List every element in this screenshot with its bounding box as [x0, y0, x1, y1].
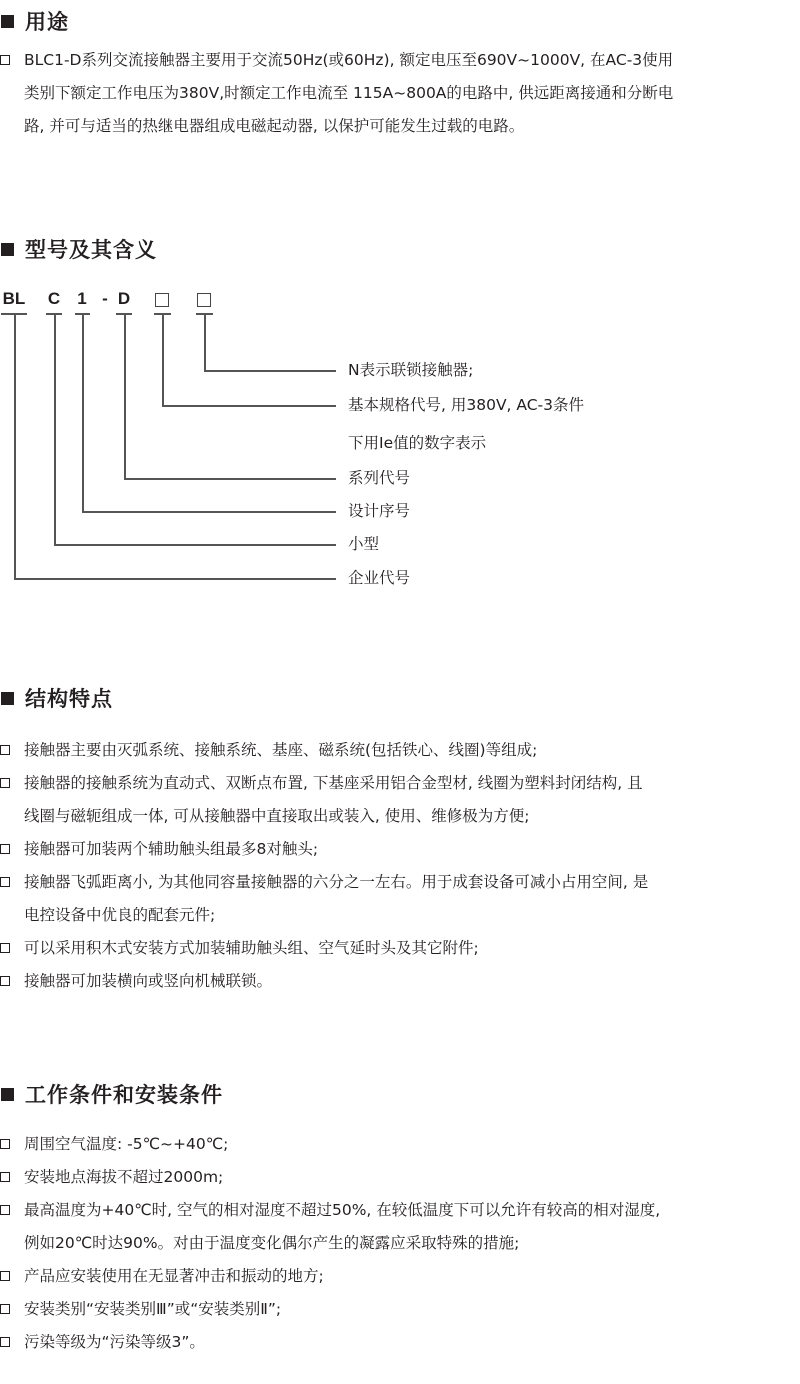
hollow-square-icon: [0, 1172, 10, 1182]
label-interlock: N表示联锁接触器;: [348, 361, 474, 379]
line: 安装类别“安装类别Ⅲ”或“安装类别Ⅱ”;: [24, 1300, 282, 1318]
section-heading-structure: [0, 683, 113, 713]
line: 接触器主要由灭弧系统、接触系统、基座、磁系统(包括铁心、线圈)等组成;: [24, 741, 538, 759]
model-code-diagram: [0, 285, 800, 595]
hollow-square-icon: [0, 778, 10, 788]
label-company-code: 企业代号: [348, 569, 411, 587]
line: 接触器飞弧距离小, 为其他同容量接触器的六分之一左右。用于成套设备可减小占用空间, 是: [24, 873, 649, 891]
code-part-d: D: [117, 289, 131, 308]
conditions-list: [0, 1128, 800, 1359]
list-item: [0, 734, 800, 767]
list-item: [0, 1326, 800, 1359]
section-heading-usage: [0, 6, 69, 36]
line: 最高温度为+40℃时, 空气的相对湿度不超过50%, 在较低温度下可以允许有较高的相对湿度,: [24, 1201, 661, 1219]
filled-square-icon: [1, 15, 14, 28]
list-item: [0, 1260, 800, 1293]
usage-list: [0, 44, 800, 143]
line: 接触器的接触系统为直动式、双断点布置, 下基座采用铝合金型材, 线圈为塑料封闭结构, 且: [24, 774, 643, 792]
hollow-square-icon: [0, 976, 10, 986]
label-size-code-cont: 下用Ie值的数字表示: [348, 434, 487, 452]
hollow-square-icon: [0, 1337, 10, 1347]
section-heading-model: [0, 234, 157, 264]
line: 污染等级为“污染等级3”。: [24, 1333, 205, 1351]
connector-line: [82, 314, 84, 511]
connector-line: [14, 578, 336, 580]
code-part-blank-n-icon: [197, 293, 211, 307]
connector-line: [82, 511, 336, 513]
line: 周围空气温度: -5℃~+40℃;: [24, 1135, 229, 1153]
line: 接触器可加装横向或竖向机械联锁。: [24, 972, 273, 990]
hollow-square-icon: [0, 55, 10, 65]
hollow-square-icon: [0, 844, 10, 854]
list-item: [0, 767, 800, 800]
filled-square-icon: [1, 1088, 14, 1101]
list-item: [0, 1161, 800, 1194]
list-item: [0, 833, 800, 866]
line: 例如20℃时达90%。对由于温度变化偶尔产生的凝露应采取特殊的措施;: [24, 1234, 520, 1252]
connector-line: [14, 314, 16, 578]
hollow-square-icon: [0, 877, 10, 887]
line: 类别下额定工作电压为380V,时额定工作电流至 115A~800A的电路中, 供远距离接通和分断电: [24, 84, 674, 102]
code-part-blank-size-icon: [155, 293, 169, 307]
code-part-1: 1: [77, 289, 87, 308]
connector-line: [54, 544, 336, 546]
label-size-code: 基本规格代号, 用380V, AC-3条件: [348, 396, 585, 414]
connector-line: [162, 314, 164, 405]
heading-text: 用途: [25, 10, 69, 34]
code-part-bl: BL: [2, 289, 26, 308]
label-small-type: 小型: [348, 535, 380, 553]
connector-line: [124, 478, 336, 480]
line: 路, 并可与适当的热继电器组成电磁起动器, 以保护可能发生过载的电路。: [24, 117, 525, 135]
connector-line: [124, 314, 126, 478]
hollow-square-icon: [0, 1271, 10, 1281]
code-part-c: C: [47, 289, 61, 308]
list-item: [0, 866, 800, 899]
line: 可以采用积木式安装方式加装辅助触头组、空气延时头及其它附件;: [24, 939, 479, 957]
filled-square-icon: [1, 243, 14, 256]
hollow-square-icon: [0, 745, 10, 755]
heading-text: 结构特点: [25, 687, 113, 711]
structure-list: [0, 734, 800, 998]
list-item: [0, 932, 800, 965]
line: BLC1-D系列交流接触器主要用于交流50Hz(或60Hz), 额定电压至690V~1000V, 在AC-3使用: [24, 51, 674, 69]
hollow-square-icon: [0, 1304, 10, 1314]
hollow-square-icon: [0, 1139, 10, 1149]
connector-line: [162, 405, 336, 407]
heading-text: 型号及其含义: [25, 238, 157, 262]
hollow-square-icon: [0, 943, 10, 953]
code-part-dash: -: [102, 289, 108, 308]
label-design-number: 设计序号: [348, 502, 411, 520]
list-item: [0, 1128, 800, 1161]
hollow-square-icon: [0, 1205, 10, 1215]
line: 接触器可加装两个辅助触头组最多8对触头;: [24, 840, 319, 858]
connector-line: [54, 314, 56, 544]
connector-line: [204, 370, 336, 372]
line: 电控设备中优良的配套元件;: [24, 906, 216, 924]
list-item: [0, 1293, 800, 1326]
line: 安装地点海拔不超过2000m;: [24, 1168, 224, 1186]
heading-text: 工作条件和安装条件: [25, 1083, 223, 1107]
line: 产品应安装使用在无显著冲击和振动的地方;: [24, 1267, 324, 1285]
filled-square-icon: [1, 692, 14, 705]
list-item: [0, 44, 800, 77]
connector-line: [204, 314, 206, 370]
line: 线圈与磁轭组成一体, 可从接触器中直接取出或装入, 使用、维修极为方便;: [24, 807, 530, 825]
list-item: [0, 1194, 800, 1227]
section-heading-conditions: [0, 1079, 223, 1109]
list-item: [0, 965, 800, 998]
label-series-code: 系列代号: [348, 469, 411, 487]
